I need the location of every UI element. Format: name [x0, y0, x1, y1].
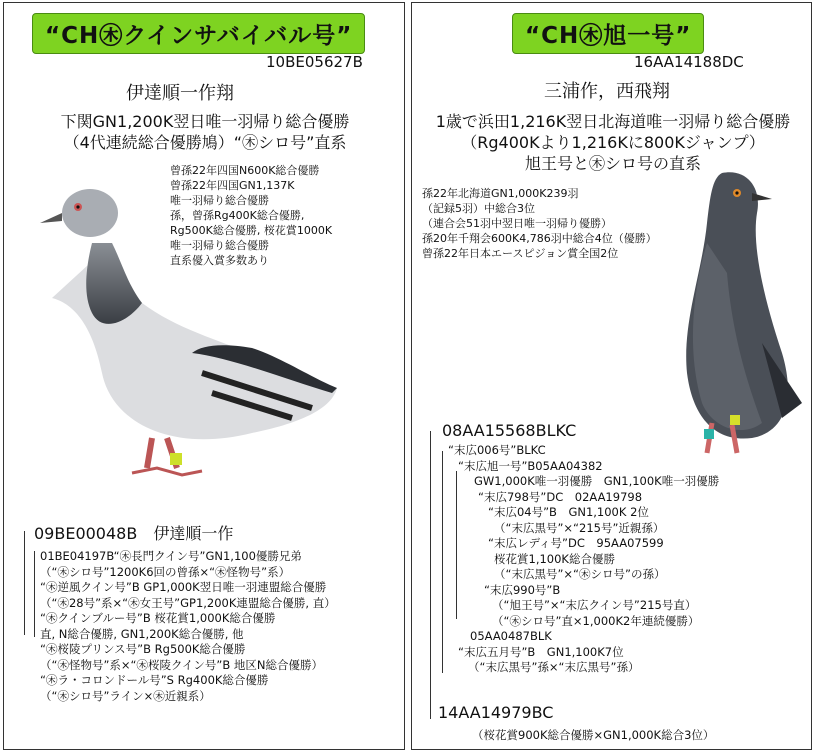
left-pigeon-card — [3, 2, 405, 750]
right-dam-note: （桜花賞900K総合優勝×GN1,000K総合3位） — [472, 728, 715, 742]
left-pedigree-line: “㊍桜陵プリンス号”B Rg500K総合優勝 — [40, 642, 246, 656]
left-pedigree-line: （“㊍シロ号”ライン×㊍近親系） — [40, 688, 211, 703]
right-title: “CH㊍旭一号” — [512, 13, 704, 54]
right-achievement-line-2: （Rg400Kより1,216Kに800Kジャンプ） — [461, 133, 765, 152]
right-pedigree-line: “末広990号”B — [484, 582, 561, 597]
right-pedigree-line: （“末広黒号”孫×“末広黒号”孫） — [468, 660, 640, 674]
left-achievement — [18, 111, 392, 153]
right-pedigree-line: “末広五月号”B GN1,100K7位 — [458, 644, 624, 659]
left-note: 曾孫22年四国GN1,137K — [170, 179, 295, 192]
right-pedigree-sire: 08AA15568BLKC — [442, 421, 577, 440]
right-pedigree-line: （“旭王号”×“末広クイン号”215号直） — [492, 598, 697, 612]
left-pedigree-line: 直, N総合優勝, GN1,200K総合優勝, 他 — [40, 626, 244, 641]
right-pedigree-list — [448, 443, 719, 676]
left-note: 孫，曾孫Rg400K総合優勝, — [170, 209, 305, 222]
left-pedigree-line: “㊍逆風クイン号”B GP1,000K翌日唯一羽連盟総合優勝 — [40, 580, 327, 594]
right-pedigree-line: （“㊍シロ号”直×1,000K2年連続優勝） — [492, 613, 700, 628]
left-bracket — [34, 551, 35, 637]
left-pedigree-line: （“㊍怪物号”系×“㊍桜陵クイン号”B 地区N総合優勝） — [40, 657, 324, 672]
left-achievement-line-2: （4代連続総合優勝鳩）“㊍シロ号”直系 — [63, 133, 347, 152]
left-note: Rg500K総合優勝, 桜花賞1000K — [170, 224, 333, 237]
left-pedigree-list — [40, 549, 336, 704]
right-pedigree-line: （“末広黒号”×“㊍シロ号”の孫） — [494, 567, 666, 581]
left-note: 直系優入賞多数あり — [170, 254, 269, 267]
left-note: 曾孫22年四国N600K総合優勝 — [170, 164, 320, 177]
left-breeder: 伊達順一作翔 — [126, 83, 234, 104]
right-achievement-line-3: 旭王号と㊍シロ号の直系 — [524, 154, 701, 173]
right-pedigree-line: “末広旭一号”B05AA04382 — [458, 458, 603, 473]
right-pedigree-line: （“末広黒号”×“215号”近親孫） — [494, 520, 665, 535]
left-pedigree-sire: 09BE00048B 伊達順一作 — [34, 524, 234, 543]
pigeon-photo-left — [32, 183, 362, 503]
right-note: 孫20年千翔会600K4,786羽中総合4位（優勝） — [422, 232, 657, 245]
right-note: 孫22年北海道GN1,000K239羽 — [422, 187, 579, 200]
right-pedigree-line: 05AA0487BLK — [470, 629, 552, 643]
left-pedigree-line: （“㊍シロ号”1200K6回の曾孫×“㊍怪物号”系） — [40, 564, 291, 579]
right-ring-number: 16AA14188DC — [634, 53, 744, 71]
left-pedigree-line: 01BE04197B“㊍長門クイン号”GN1,100優勝兄弟 — [40, 549, 302, 563]
left-ring-number: 10BE05627B — [266, 53, 363, 71]
left-pedigree-line: “㊍ラ・コロンドール号”S Rg400K総合優勝 — [40, 673, 269, 687]
right-pedigree-line: “末広006号”BLKC — [448, 443, 546, 457]
right-note: 曾孫22年日本エースピジョン賞全国2位 — [422, 247, 619, 260]
right-pedigree-line: GW1,000K唯一羽優勝 GN1,100K唯一羽優勝 — [474, 474, 720, 488]
right-note: （連合会51羽中翌日唯一羽帰り優勝） — [422, 217, 612, 230]
left-title: “CH㊍クインサバイバル号” — [32, 13, 365, 54]
right-bracket — [442, 451, 443, 673]
right-bracket — [430, 431, 431, 719]
left-pedigree-line: “㊍クインブルー号”B 桜花賞1,000K総合優勝 — [40, 611, 276, 625]
left-bracket — [24, 531, 25, 635]
left-note: 唯一羽帰り総合優勝 — [170, 194, 269, 207]
right-pedigree-line: “末広レディ号”DC 95AA07599 — [488, 536, 664, 550]
right-breeder: 三浦作，西飛翔 — [544, 81, 670, 102]
right-note: （記録5羽）中総合3位 — [422, 202, 535, 215]
right-pedigree-line: 桜花賞1,100K総合優勝 — [494, 551, 615, 566]
left-pedigree-line: （“㊍28号”系×“㊍女王号”GP1,200K連盟総合優勝, 直） — [40, 595, 336, 610]
right-pedigree-line: “末広798号”DC 02AA19798 — [478, 489, 643, 504]
left-achievement-line-1: 下関GN1,200K翌日唯一羽帰り総合優勝 — [60, 112, 350, 131]
right-pedigree-line: “末広04号”B GN1,100K 2位 — [488, 505, 649, 519]
left-note: 唯一羽帰り総合優勝 — [170, 239, 269, 252]
right-pedigree-dam: 14AA14979BC — [438, 703, 554, 722]
right-achievement-line-1: 1歳で浜田1,216K翌日北海道唯一羽帰り総合優勝 — [435, 112, 791, 131]
pigeon-photo-right — [612, 153, 812, 463]
right-pigeon-card — [411, 2, 812, 750]
